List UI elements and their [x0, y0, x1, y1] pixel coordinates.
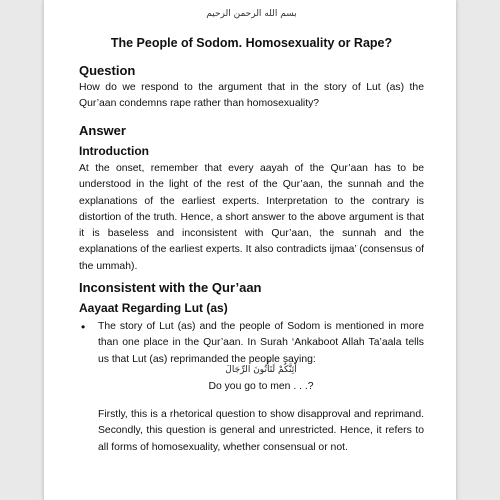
- bullet-text: The story of Lut (as) and the people of Sodom is mentioned in more than one place in the Qur’aan. In Surah ‘Ankaboot Allah Ta’aala tells us that Lut (as) reprimanded the people saying:: [98, 321, 424, 365]
- bismillah-header: بسم الله الرحمن الرحيم: [206, 9, 297, 19]
- bullet-icon: •: [81, 320, 86, 334]
- question-heading: Question: [79, 63, 136, 78]
- question-text: How do we respond to the argument that in the story of Lut (as) the Qur’aan condemns rape rather than homosexuality?: [79, 82, 424, 110]
- arabic-verse: أَئِنَّكُمْ لَتَأْتُونَ الرِّجَالَ: [225, 365, 297, 375]
- document-page: [44, 0, 456, 500]
- document-title: The People of Sodom. Homosexuality or Rape?: [110, 36, 393, 50]
- verse-translation: Do you go to men . . .?: [208, 381, 314, 392]
- explanation-text: Firstly, this is a rhetorical question to show disapproval and reprimand. Secondly, this question is general and unrestricted. Hence, it refers to all forms of homosexuality, whether consensual or not.: [98, 409, 424, 453]
- answer-heading: Answer: [79, 123, 126, 138]
- aayaat-heading: Aayaat Regarding Lut (as): [79, 301, 228, 315]
- introduction-heading: Introduction: [79, 144, 149, 158]
- inconsistent-heading: Inconsistent with the Qur’aan: [79, 280, 262, 295]
- introduction-text: At the onset, remember that every aayah of the Qur’aan has to be understood in the light of the rest of the Qur’aan, the sunnah and the explanations of the earliest experts. Interpretation to the contrary is distortion of the truth. Hence, a short answer to the above argument is that it is baseless and inconsistent with Qur’aan, the sunnah and the explanations of the earliest experts. It also contradicts ijmaa’ (consensus of the ummah).: [79, 163, 424, 272]
